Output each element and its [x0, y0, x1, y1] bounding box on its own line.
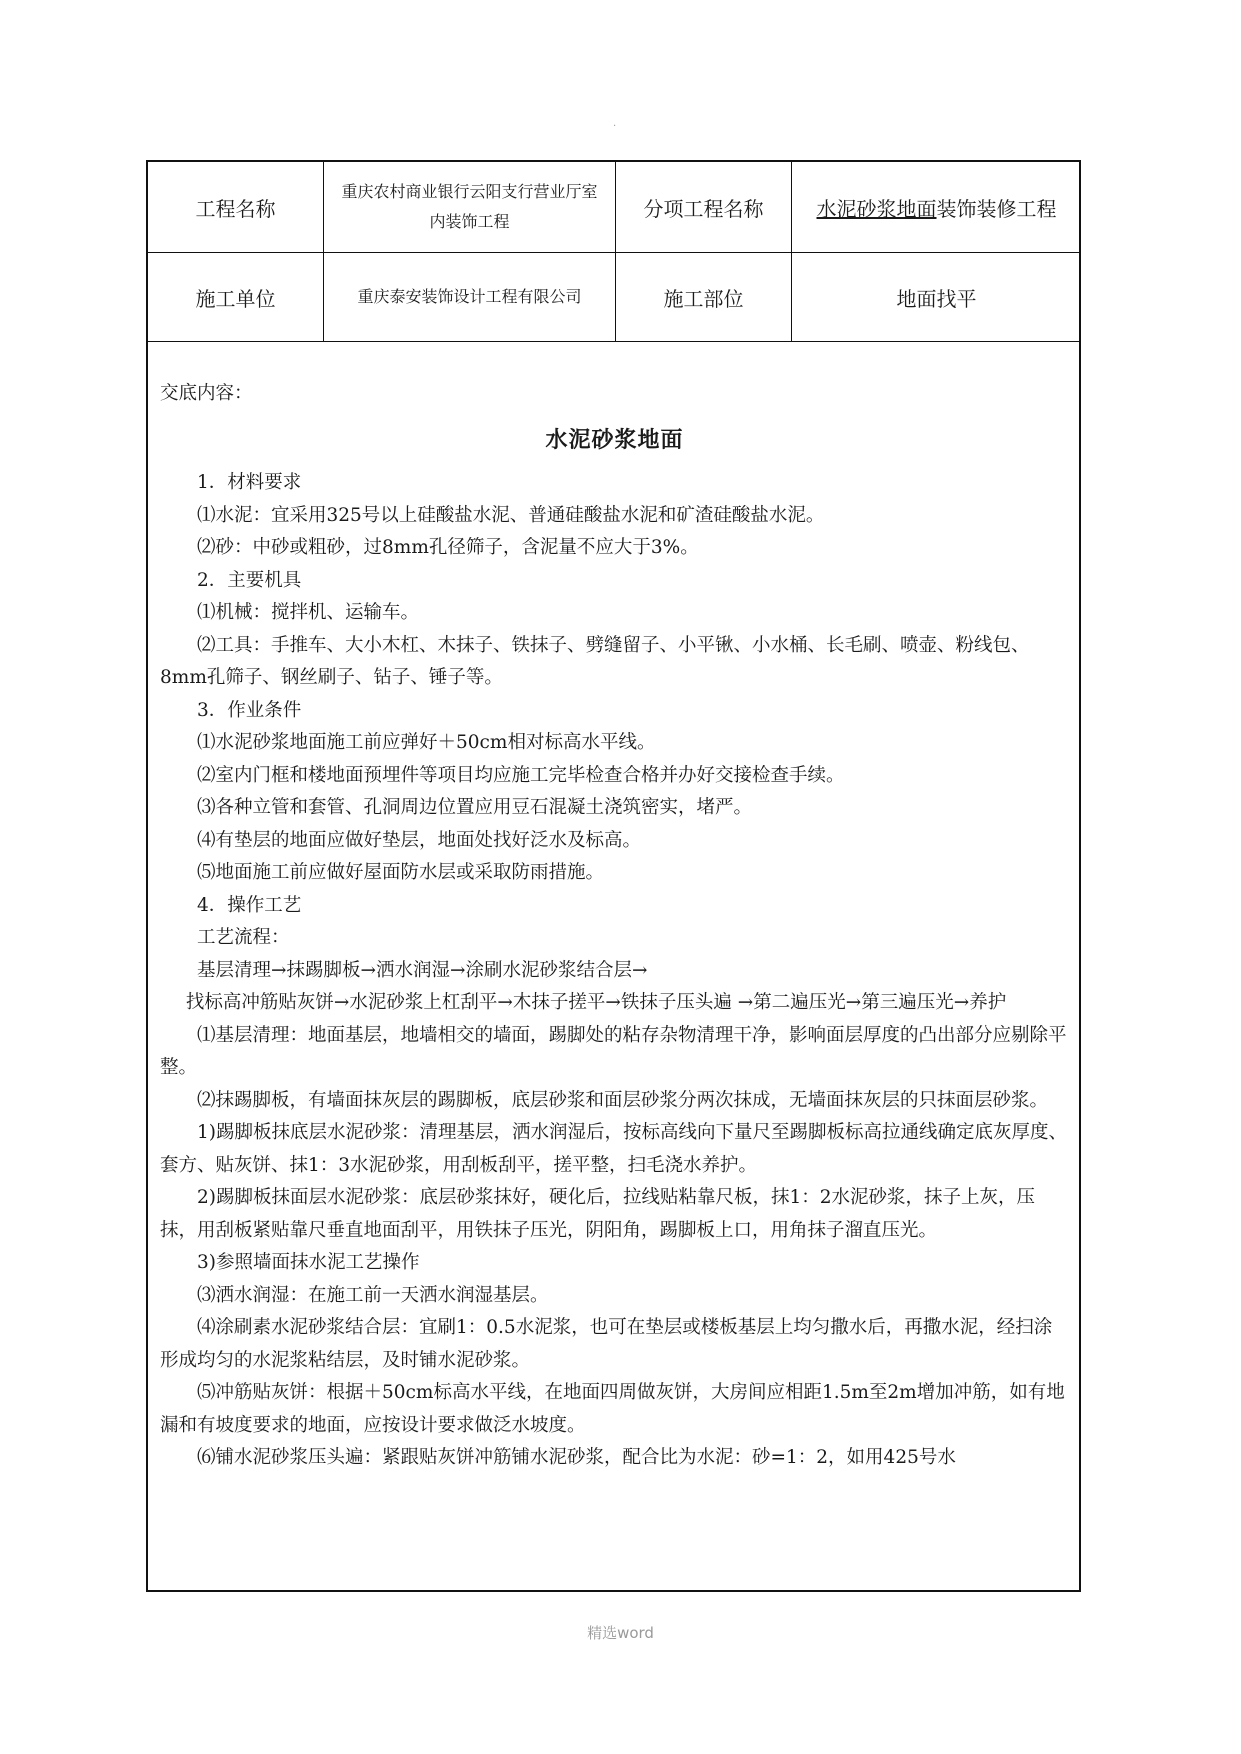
sub-project-value-underlined: 水泥砂浆地面: [816, 196, 937, 221]
header-row-1: [148, 162, 1079, 253]
process-flow-line: 基层清理→抹踢脚板→洒水润湿→涂刷水泥砂浆结合层→: [197, 959, 648, 981]
content-line: ⑴水泥砂浆地面施工前应弹好＋50cm相对标高水平线。: [197, 732, 656, 753]
content-line: ⑴机械：搅拌机、运输车。: [197, 602, 420, 623]
content-line: 工艺流程：: [197, 927, 290, 948]
construction-part-label: 施工部位: [616, 253, 792, 341]
content-line: ⑸冲筋贴灰饼：根据＋50cm标高水平线，在地面四周做灰饼，大房间应相距1.5m至2m增加冲筋，如有地漏和有坡度要求的地面，应按设计要求做泛水坡度。: [160, 1382, 1065, 1436]
disclosure-table: [146, 160, 1081, 1592]
content-line: 1．材料要求: [197, 472, 302, 493]
header-row-2: [148, 253, 1079, 342]
content-line: ⑶洒水润湿：在施工前一天洒水润湿基层。: [197, 1284, 549, 1306]
content-line: 4．操作工艺: [197, 894, 302, 916]
content-line: ⑷有垫层的地面应做好垫层，地面处找好泛水及标高。: [197, 829, 642, 851]
content-line: ⑴基层清理：地面基层，地墙相交的墙面，踢脚处的粘存杂物清理干净，影响面层厚度的凸出部分应剔除平整。: [160, 1024, 1067, 1078]
top-mark: .: [613, 118, 617, 129]
construction-part-value: 地面找平: [896, 286, 977, 311]
construction-unit-value: 重庆泰安装饰设计工程有限公司: [324, 253, 616, 341]
page-footer: 精选word: [587, 1624, 654, 1642]
disclosure-content: [160, 342, 1069, 1475]
content-line: ⑶各种立管和套管、孔洞周边位置应用豆石混凝土浇筑密实，堵严。: [197, 797, 753, 818]
content-line: ⑵工具：手推车、大小木杠、木抹子、铁抹子、劈缝留子、小平锹、小水桶、长毛刷、喷壶、粉线包、8mm孔筛子、钢丝刷子、钻子、锤子等。: [160, 634, 1030, 688]
content-line: 2．主要机具: [197, 569, 302, 591]
content-line: 3．作业条件: [197, 699, 302, 721]
content-title: 水泥砂浆地面: [545, 427, 684, 453]
content-line: ⑹铺水泥砂浆压头遍：紧跟贴灰饼冲筋铺水泥砂浆，配合比为水泥：砂=1：2，如用425号水: [197, 1447, 956, 1468]
sub-project-value: [792, 162, 1081, 252]
content-line: 2)踢脚板抹面层水泥砂浆：底层砂浆抹好，硬化后，拉线贴粘靠尺板，抹1：2水泥砂浆，抹子上灰，压抹，用刮板紧贴靠尺垂直地面刮平，用铁抹子压光，阴阳角，踢脚板上口，用角抹子溜直压光。: [160, 1187, 1036, 1241]
project-name-label: 工程名称: [148, 162, 324, 252]
content-lead: 交底内容：: [160, 383, 253, 404]
content-line: ⑵室内门框和楼地面预埋件等项目均应施工完毕检查合格并办好交接检查手续。: [197, 764, 845, 786]
sub-project-label: 分项工程名称: [616, 162, 792, 252]
process-flow-line: 找标高冲筋贴灰饼→水泥砂浆上杠刮平→木抹子搓平→铁抹子压头遍 →第二遍压光→第三遍压光→养护: [185, 992, 1007, 1013]
construction-unit-label: 施工单位: [148, 253, 324, 341]
content-line: ⑵砂：中砂或粗砂，过8mm孔径筛子，含泥量不应大于3%。: [197, 537, 699, 558]
content-line: ⑷涂刷素水泥砂浆结合层：宜刷1：0.5水泥浆，也可在垫层或楼板基层上均匀撒水后，再撒水泥，经扫涂形成均匀的水泥浆粘结层，及时铺水泥砂浆。: [160, 1317, 1053, 1371]
content-line: ⑸地面施工前应做好屋面防水层或采取防雨措施。: [197, 862, 605, 883]
content-line: 1)踢脚板抹底层水泥砂浆：清理基层，洒水润湿后，按标高线向下量尺至踢脚板标高拉通线确定底灰厚度、套方、贴灰饼、抹1：3水泥砂浆，用刮板刮平，搓平整，扫毛浇水养护。: [160, 1122, 1067, 1176]
content-line: ⑵抹踢脚板，有墙面抹灰层的踢脚板，底层砂浆和面层砂浆分两次抹成，无墙面抹灰层的只抹面层砂浆。: [197, 1089, 1049, 1111]
project-name-value: 重庆农村商业银行云阳支行营业厅室内装饰工程: [324, 162, 616, 252]
content-line: 3)参照墙面抹水泥工艺操作: [197, 1252, 420, 1273]
sub-project-value-rest: 装饰装修工程: [936, 196, 1057, 221]
content-line: ⑴水泥：宜采用325号以上硅酸盐水泥、普通硅酸盐水泥和矿渣硅酸盐水泥。: [197, 504, 825, 526]
